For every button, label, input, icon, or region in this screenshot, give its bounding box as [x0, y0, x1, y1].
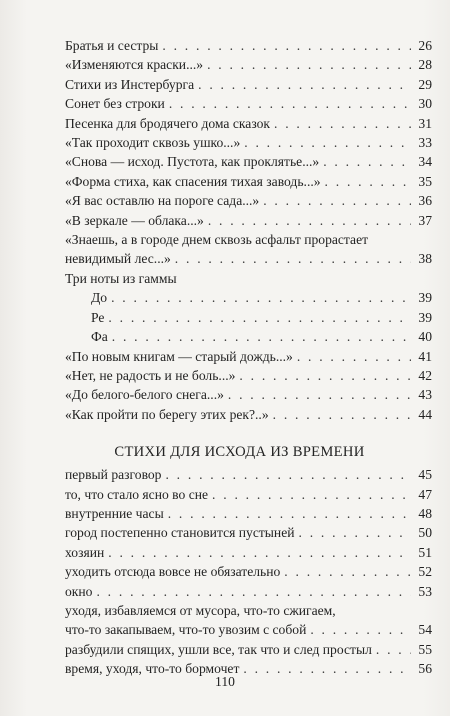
leader-dots: [239, 366, 411, 385]
leader-dots: [297, 347, 411, 366]
leader-dots: [108, 308, 411, 327]
toc-entry: [65, 288, 432, 307]
leader-dots: [111, 288, 411, 307]
leader-dots: [273, 405, 411, 424]
toc-entry: [65, 211, 432, 230]
toc-title: «В зеркале — облака...»: [65, 212, 204, 228]
leader-dots: [310, 620, 411, 639]
toc-page: 30: [418, 96, 432, 112]
leader-dots: [175, 249, 411, 268]
toc-title: «Так проходит сквозь ушко...»: [65, 135, 241, 151]
page-number: 110: [215, 674, 235, 689]
toc-page: 44: [418, 406, 432, 422]
toc-entry: [65, 347, 432, 366]
toc-entry: [65, 55, 432, 74]
toc-title: До: [91, 290, 108, 306]
toc-page: 50: [418, 525, 432, 541]
toc-title: первый разговор: [65, 467, 162, 483]
leader-dots: [323, 152, 411, 171]
leader-dots: [274, 114, 411, 133]
toc-title: «По новым книгам — старый дождь...»: [65, 348, 293, 364]
toc-title: «Снова — исход. Пустота, как проклятье...»: [65, 154, 320, 170]
toc-title: разбудили спящих, ушли все, так что и след простыл: [65, 641, 372, 657]
toc-entry: [65, 405, 432, 424]
toc-title: Стихи из Инстербурга: [65, 76, 195, 92]
toc-page: 52: [418, 564, 432, 580]
leader-dots: [212, 485, 411, 504]
leader-dots: [165, 465, 411, 484]
toc-entry: [65, 191, 432, 210]
toc-page: 39: [418, 290, 432, 306]
toc-entry: [65, 485, 432, 504]
toc-entry: [65, 366, 432, 385]
leader-dots: [168, 504, 411, 523]
toc-title: Фа: [91, 329, 108, 345]
toc-entry: [65, 582, 432, 601]
toc-title: Ре: [91, 309, 105, 325]
toc-title: внутренние часы: [65, 505, 164, 521]
leader-dots: [228, 385, 411, 404]
toc-entry: [65, 543, 432, 562]
toc-page: 43: [418, 387, 432, 403]
leader-dots: [208, 211, 411, 230]
toc-title: время, уходя, что-то бормочет: [65, 661, 240, 677]
toc-entry: [65, 172, 432, 191]
toc-entry: [65, 504, 432, 523]
toc-page: 36: [418, 193, 432, 209]
toc-title: город постепенно становится пустыней: [65, 525, 295, 541]
toc-page: 40: [418, 329, 432, 345]
toc-entry: [65, 114, 432, 133]
toc-page: 41: [418, 348, 432, 364]
toc-entry: [65, 230, 432, 269]
toc-title-line: уходя, избавляемся от мусора, что-то сжигаем,: [65, 602, 336, 618]
leader-dots: [198, 75, 411, 94]
toc-page: 47: [418, 486, 432, 502]
toc-page: 29: [418, 76, 432, 92]
toc-entry: [65, 94, 432, 113]
toc-title: «Я вас оставлю на пороге сада...»: [65, 193, 260, 209]
section-heading: СТИХИ ДЛЯ ИСХОДА ИЗ ВРЕМЕНИ: [114, 444, 365, 461]
toc-title: что-то закапываем, что-то увозим с собой: [65, 622, 307, 638]
group-heading-text: Три ноты из гаммы: [65, 270, 177, 286]
toc-entry: [65, 133, 432, 152]
toc-title: невидимый лес...»: [65, 251, 171, 267]
toc-page: 53: [418, 583, 432, 599]
toc-title: Сонет без строки: [65, 96, 165, 112]
leader-dots: [244, 133, 411, 152]
toc-title: «До белого-белого снега...»: [65, 387, 224, 403]
toc-page: 35: [418, 173, 432, 189]
leader-dots: [112, 327, 411, 346]
leader-dots: [96, 582, 411, 601]
toc-page: 26: [418, 38, 432, 53]
leader-dots: [284, 562, 411, 581]
toc-entry: [65, 36, 432, 55]
toc-entry: [65, 601, 432, 640]
toc-entry: [65, 75, 432, 94]
toc-page: 38: [418, 251, 432, 267]
toc-group-heading: [65, 269, 432, 288]
leader-dots: [207, 55, 411, 74]
leader-dots: [169, 94, 411, 113]
toc-title: «Изменяются краски...»: [65, 57, 204, 73]
toc-title: уходить отсюда вовсе не обязательно: [65, 564, 281, 580]
toc-title: Братья и сестры: [65, 38, 159, 53]
toc-page: 54: [418, 622, 432, 638]
toc-page: 42: [418, 367, 432, 383]
leader-dots: [376, 640, 411, 659]
toc-title: окно: [65, 583, 93, 599]
leader-dots: [162, 36, 411, 55]
toc-title: «Как пройти по берегу этих рек?..»: [65, 406, 269, 422]
toc-page: 56: [418, 661, 432, 677]
toc-entry: [65, 152, 432, 171]
toc-page: 34: [418, 154, 432, 170]
toc-entry: [65, 308, 432, 327]
toc-page: 33: [418, 135, 432, 151]
toc-title: «Форма стиха, как спасения тихая заводь...»: [65, 173, 321, 189]
toc-page: 48: [418, 505, 432, 521]
toc-entry: [65, 523, 432, 542]
toc-page: 31: [418, 115, 432, 131]
toc-page: 28: [418, 57, 432, 73]
leader-dots: [108, 543, 411, 562]
toc-entry: [65, 640, 432, 659]
toc-page: 55: [418, 641, 432, 657]
toc-entry: [65, 465, 432, 484]
leader-dots: [263, 191, 411, 210]
leader-dots: [299, 523, 411, 542]
toc-entry: [65, 327, 432, 346]
toc-entry: [65, 562, 432, 581]
toc-page: 39: [418, 309, 432, 325]
toc-title: Песенка для бродячего дома сказок: [65, 115, 271, 131]
toc-title: то, что стало ясно во сне: [65, 486, 209, 502]
leader-dots: [325, 172, 411, 191]
toc-title: хозяин: [65, 544, 105, 560]
toc-title-line: «Знаешь, а в городе днем сквозь асфальт прорастает: [65, 232, 369, 248]
toc-entry: [65, 385, 432, 404]
toc-page: 51: [418, 544, 432, 560]
toc-page: 37: [418, 212, 432, 228]
table-of-contents: [65, 36, 432, 679]
toc-title: «Нет, не радость и не боль...»: [65, 367, 236, 383]
toc-page: 45: [418, 467, 432, 483]
